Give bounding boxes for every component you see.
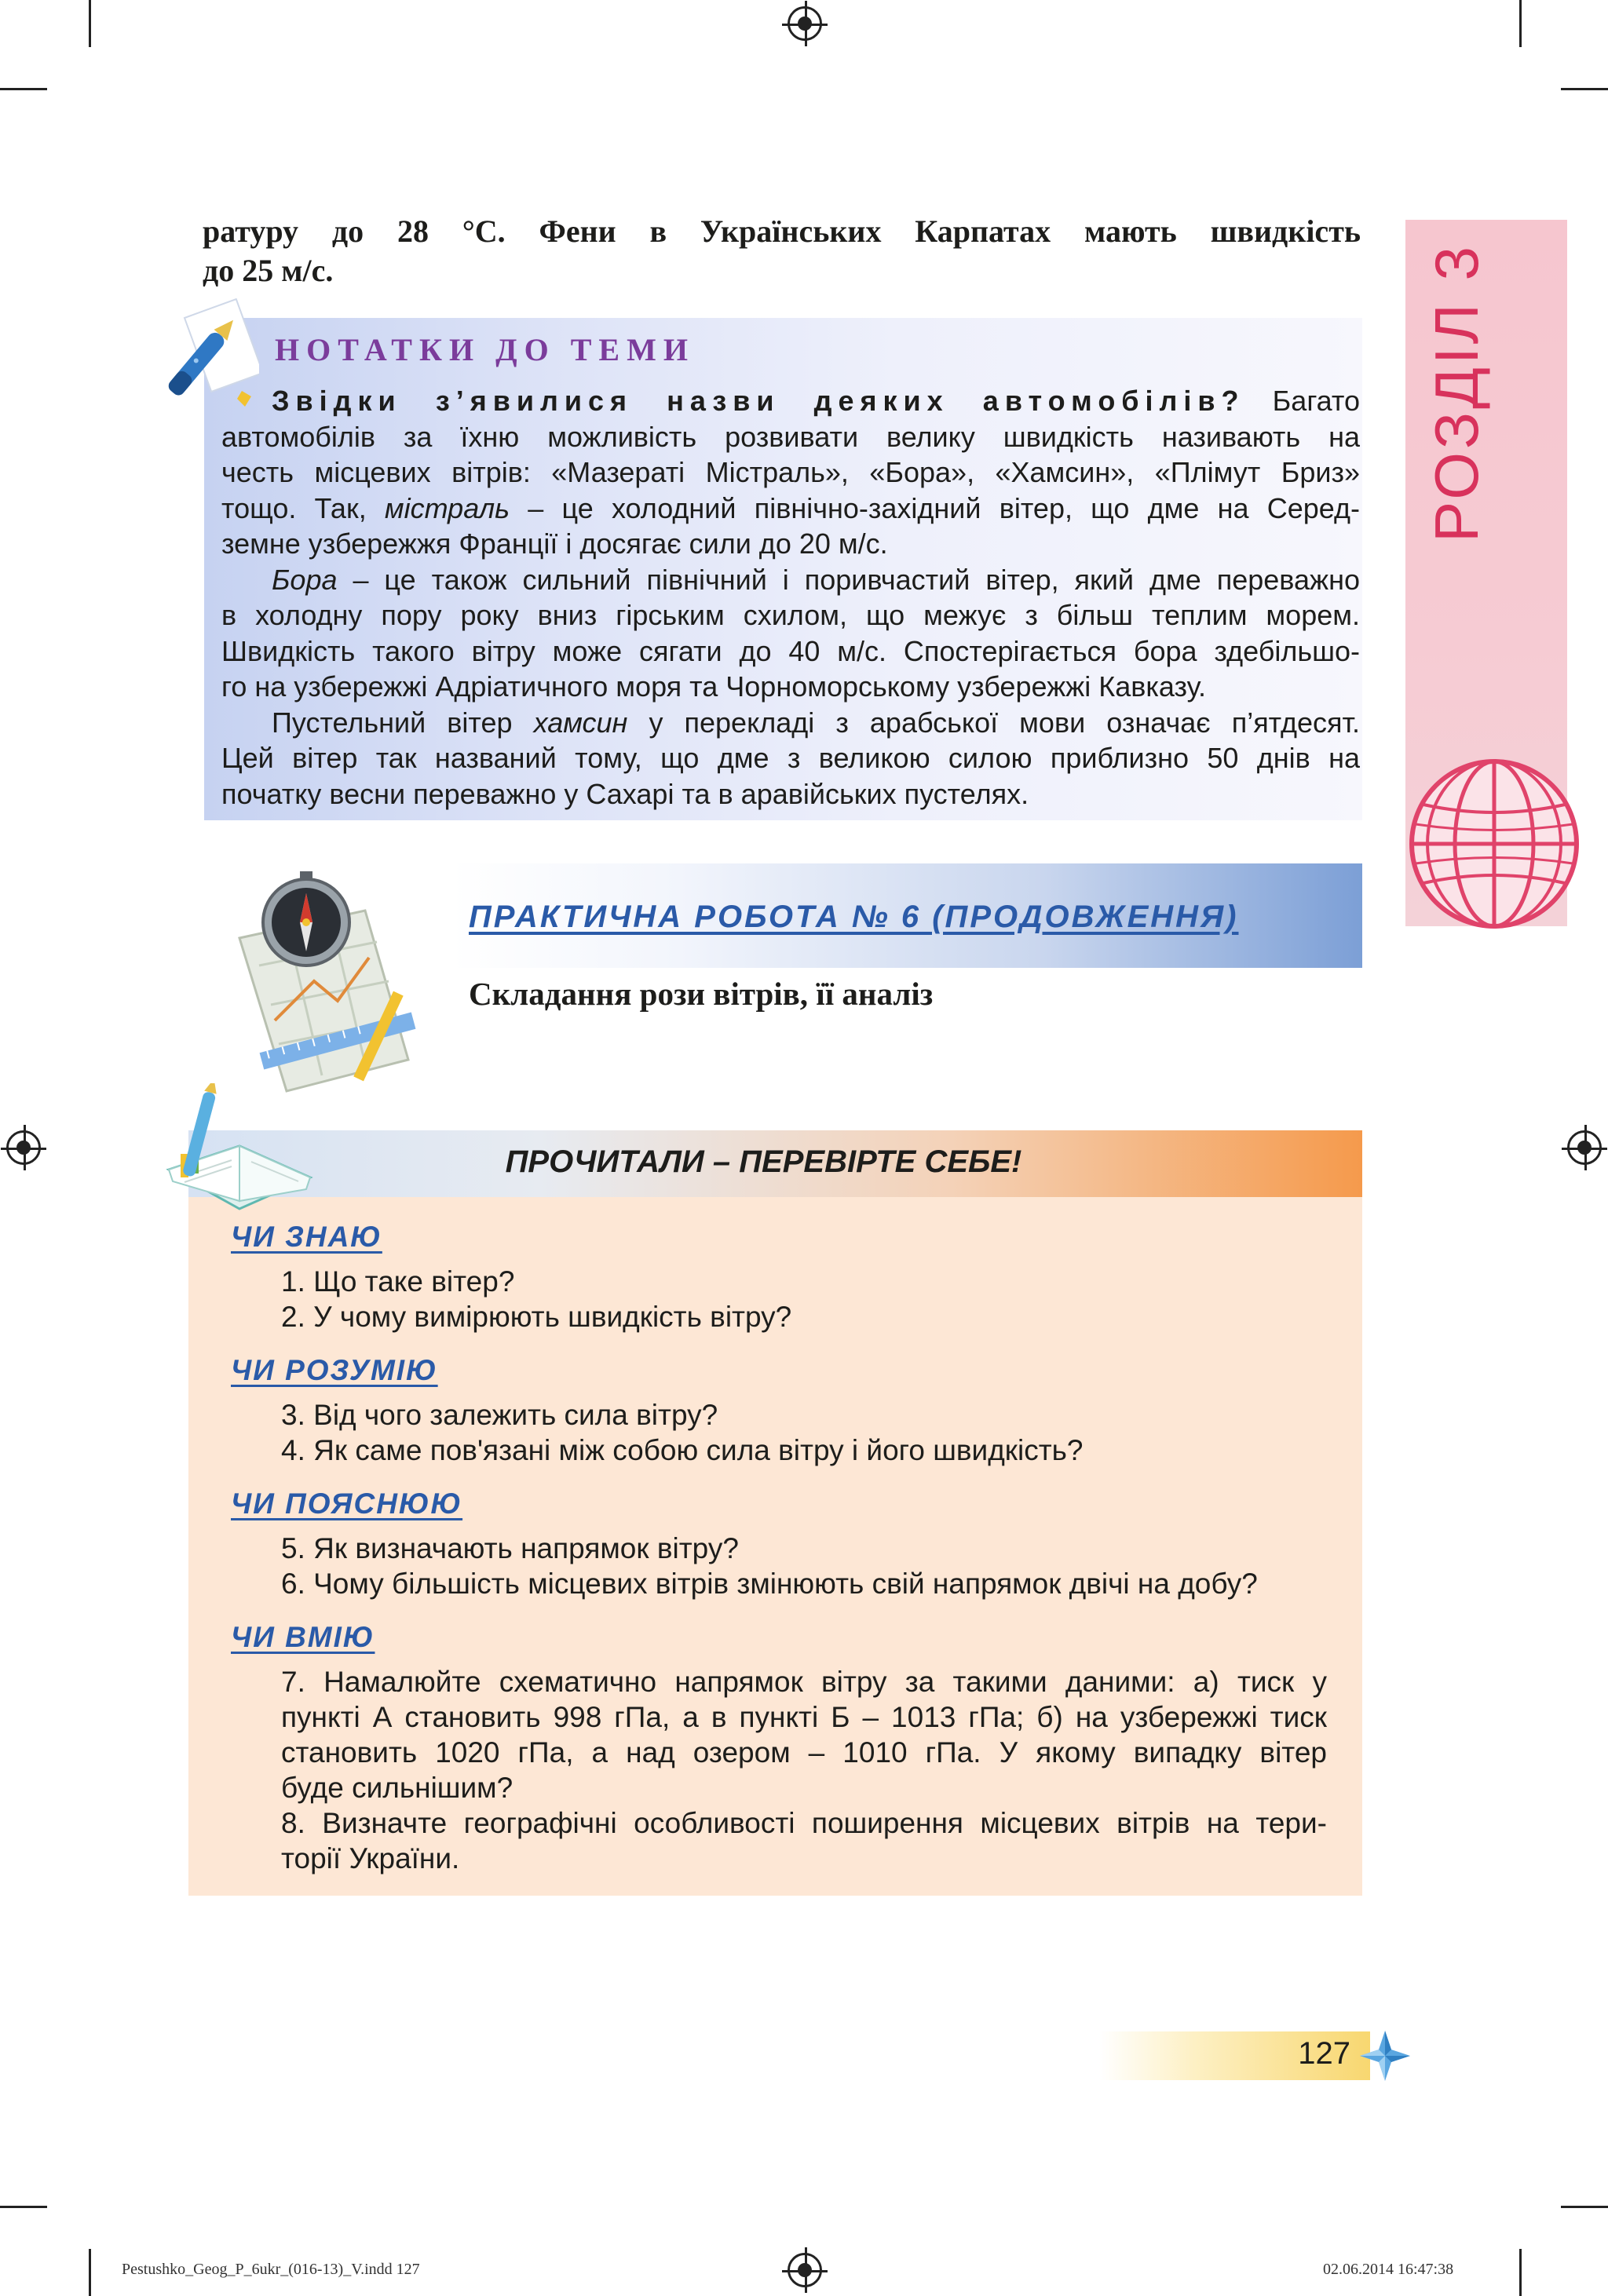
registration-mark-bottom [788,2253,822,2287]
question-item: 1. Що таке вітер? [281,1265,515,1298]
question-item: 7. Намалюйте схематично напрямок вітру за такими даними: а) тиск у [281,1666,1327,1698]
page-number: 127 [1298,2036,1350,2071]
category-can: ЧИ ВМІЮ [231,1621,375,1653]
crop-mark [0,88,47,90]
notes-text-span: тощо. Так, [221,491,385,524]
term-mistral: містраль [384,491,510,524]
notes-text-span: Багато [1244,385,1360,417]
question-list-know [281,1264,1327,1334]
slug-filename: Pestushko_Geog_P_6ukr_(016-13)_V.indd 127 [122,2261,420,2278]
crop-mark [89,0,91,47]
crop-mark [1561,88,1608,90]
term-bora: Бора [272,563,338,596]
notes-line: початку весни переважно у Сахарі та в аравійських пустелях. [221,777,1029,810]
crop-mark [1561,2206,1608,2208]
question-item: 8. Визначте географічні особливості поширення місцевих вітрів на тери- [281,1807,1327,1839]
category-understand: ЧИ РОЗУМІЮ [231,1354,438,1386]
lead-line: до 25 м/с. [203,253,334,288]
question-item: 4. Як саме пов'язані між собою сила вітру і його швидкість? [281,1434,1084,1466]
question-item: 3. Від чого залежить сила вітру? [281,1399,718,1431]
registration-mark-right [1567,1130,1602,1165]
practical-work-title: ПРАКТИЧНА РОБОТА № 6 (ПРОДОВЖЕННЯ) [469,900,1239,934]
category-explain: ЧИ ПОЯСНЮЮ [231,1487,463,1520]
question-item: становить 1020 гПа, а над озером – 1010 гПа. У якому випадку вітер [281,1736,1327,1769]
notes-line [221,562,1360,598]
category-know: ЧИ ЗНАЮ [231,1221,382,1253]
notes-text-span: – це також сильний північний і поривчастий вітер, який дме переважно [337,563,1360,596]
lead-line: ратуру до 28 °С. Фени в Українських Карпатах мають швидкість [203,214,1361,249]
practical-work-subtitle: Складання рози вітрів, її аналіз [469,976,934,1012]
compass-map-icon [228,863,440,1099]
notes-title: НОТАТКИ ДО ТЕМИ [275,332,695,367]
question-item: пункті А становить 998 гПа, а в пункті Б – 1013 гПа; б) на узбережжі тиск [281,1701,1327,1733]
notes-line [221,491,1360,527]
registration-mark-left [6,1130,41,1165]
notes-question: Звідки з’явилися назви деяких автомобілів? [272,385,1245,417]
question-list-explain [281,1531,1327,1601]
notes-line: автомобілів за їхню можливість розвивати велику швидкість називають на [221,420,1360,453]
notes-line [221,705,1360,741]
question-item: 2. У чому вимірюють швидкість вітру? [281,1301,792,1333]
notes-line: Цей вітер так названий тому, що дме з великою силою приблизно 50 днів на [221,742,1360,774]
notes-text-span: – це холодний північно-західний вітер, що дме на Серед- [510,491,1360,524]
question-item: буде сильнішим? [281,1772,513,1804]
crop-mark [0,2206,47,2208]
notes-text-span: у перекладі з арабської мови означає п’ятдесят. [627,706,1361,739]
term-khamsin: хамсин [533,706,628,739]
crop-mark [1519,0,1522,47]
notes-line: Швидкість такого вітру може сягати до 40 м/с. Спостерігається бора здебільшо- [221,634,1360,667]
question-item: 6. Чому більшість місцевих вітрів змінюють свій напрямок двічі на добу? [281,1568,1258,1600]
star-icon [1358,2029,1412,2082]
notes-line: го на узбережжі Адріатичного моря та Чорноморському узбережжі Кавказу. [221,670,1207,703]
question-item: 5. Як визначають напрямок вітру? [281,1532,739,1564]
crop-mark [1519,2249,1522,2296]
globe-icon [1404,754,1584,934]
review-title: ПРОЧИТАЛИ – ПЕРЕВІРТЕ СЕБЕ! [505,1144,1022,1179]
notes-text-span: Пустельний вітер [272,706,534,739]
lead-paragraph [203,212,1361,290]
question-item: торії України. [281,1842,460,1874]
slug-date: 02.06.2014 16:47:38 [1323,2261,1454,2278]
notes-line: земне узбережжя Франції і досягає сили до 20 м/с. [221,527,888,560]
question-list-understand [281,1397,1327,1468]
section-label: РОЗДІЛ 3 [1421,243,1491,542]
notes-line: честь місцевих вітрів: «Мазераті Містраль», «Бора», «Хамсин», «Плімут Бриз» [221,456,1360,488]
notes-text [221,383,1360,812]
registration-mark-top [788,6,822,41]
notes-line [221,383,1360,419]
question-list-can [281,1664,1327,1876]
crop-mark [89,2249,91,2296]
notes-line: в холодну пору року вниз гірським схилом, що межує з більш теплим морем. [221,599,1360,631]
